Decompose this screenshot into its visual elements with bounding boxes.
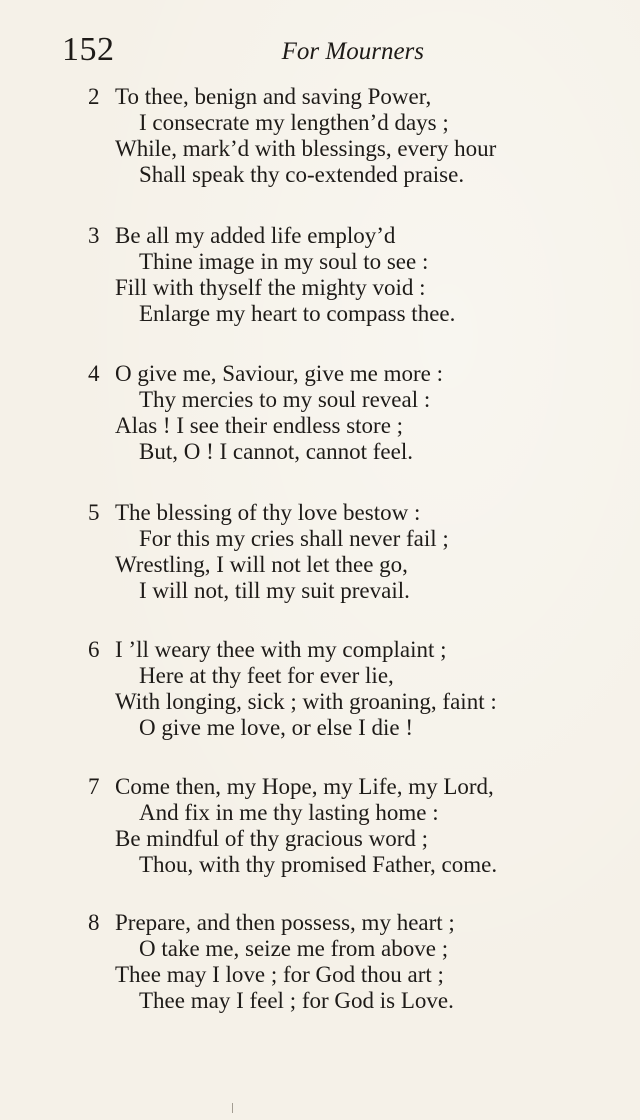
verse-line: Alas ! I see their endless store ; (115, 413, 404, 438)
page-header (62, 30, 424, 70)
verse-line: Be all my added life employ’d (115, 223, 396, 248)
verse-line: And fix in me thy lasting home : (139, 800, 439, 825)
verse-line: To thee, benign and saving Power, (115, 84, 432, 109)
verse-line: O give me love, or else I die ! (139, 715, 413, 740)
verse-line: O give me, Saviour, give me more : (115, 361, 444, 386)
verse-line: Thee may I feel ; for God is Love. (139, 988, 454, 1013)
verse-number: 7 (88, 774, 100, 799)
verse-line: Come then, my Hope, my Life, my Lord, (115, 774, 494, 799)
verse-line: I consecrate my lengthen’d days ; (139, 110, 449, 135)
verse-number: 6 (88, 637, 100, 662)
verse-line: Thy mercies to my soul reveal : (139, 387, 431, 412)
running-head: For Mourners (281, 38, 424, 65)
verse-line: For this my cries shall never fail ; (139, 526, 449, 551)
verse-line: Thine image in my soul to see : (139, 249, 429, 274)
verse-number: 3 (88, 223, 100, 248)
verse-line: O take me, seize me from above ; (139, 936, 449, 961)
verse-line: Prepare, and then possess, my heart ; (115, 910, 455, 935)
verse-line: Fill with thyself the mighty void : (115, 275, 426, 300)
verse-number: 4 (88, 361, 100, 386)
verse-line: Be mindful of thy gracious word ; (115, 826, 429, 851)
verse-line: Here at thy feet for ever lie, (139, 663, 394, 688)
print-mark (232, 1103, 233, 1113)
page-number: 152 (62, 31, 115, 68)
verse-line: Enlarge my heart to compass thee. (139, 301, 456, 326)
verse-number: 5 (88, 500, 100, 525)
verse-line: Thee may I love ; for God thou art ; (115, 962, 444, 987)
verse-number: 2 (88, 84, 100, 109)
verse-line: I will not, till my suit prevail. (139, 578, 410, 603)
verse-line: Shall speak thy co-extended praise. (139, 162, 465, 187)
verse-line: Thou, with thy promised Father, come. (139, 852, 498, 877)
verse-line: While, mark’d with blessings, every hour (115, 136, 497, 161)
verse-line: With longing, sick ; with groaning, faint : (115, 689, 497, 714)
verse-line: Wrestling, I will not let thee go, (115, 552, 408, 577)
verse-line: But, O ! I cannot, cannot feel. (139, 439, 413, 464)
verse-number: 8 (88, 910, 100, 935)
verse-line: I ’ll weary thee with my complaint ; (115, 637, 447, 662)
verse-line: The blessing of thy love bestow : (115, 500, 421, 525)
